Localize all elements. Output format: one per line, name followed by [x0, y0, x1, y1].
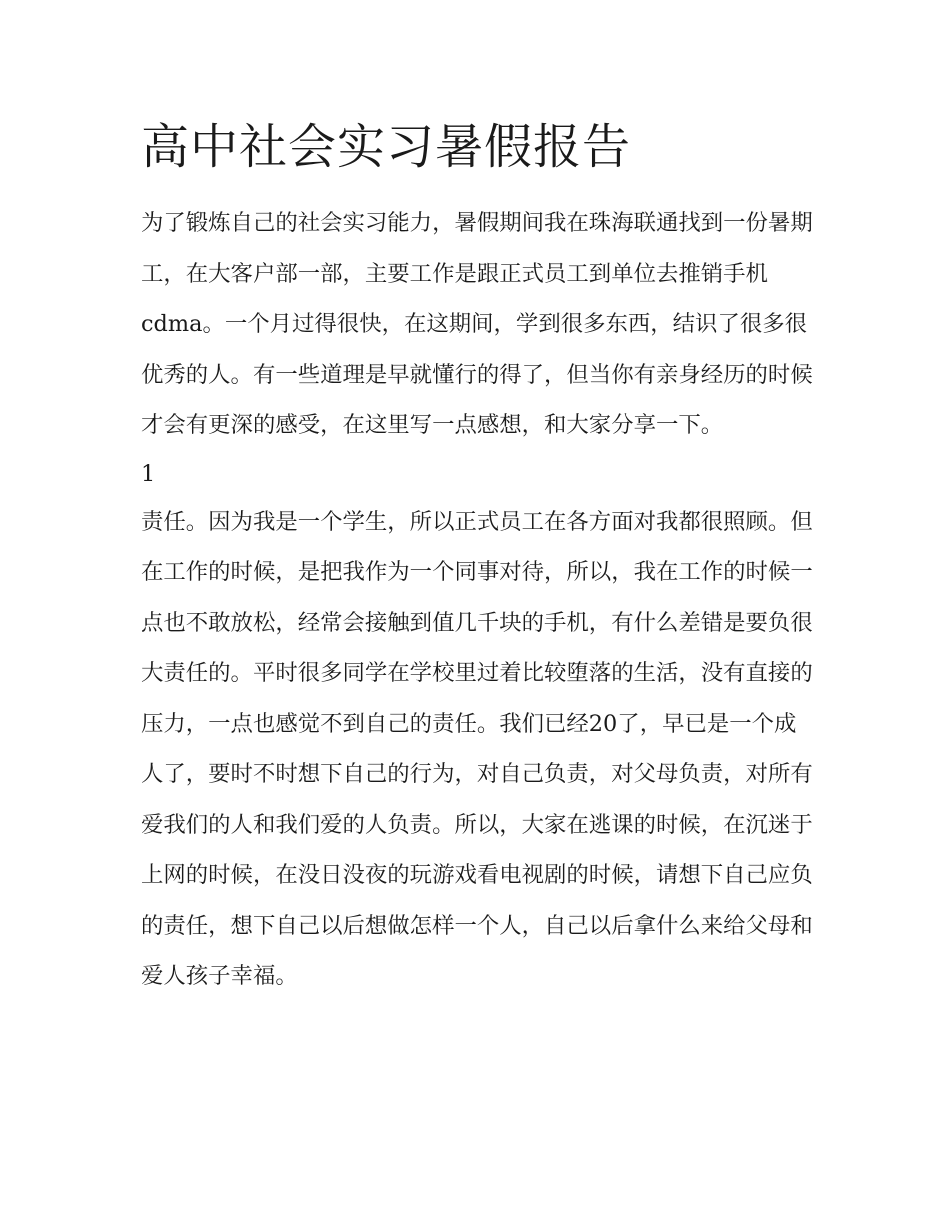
document-page [141, 112, 813, 1002]
intro-paragraph: 为了锻炼自己的社会实习能力，暑假期间我在珠海联通找到一份暑期工，在大客户部一部，主要工作是跟正式员工到单位去推销手机cdma。一个月过得很快，在这期间，学到很多东西，结识了很多很优秀的人。有一些道理是早就懂行的得了，但当你有亲身经历的时候才会有更深的感受，在这里写一点感想，和大家分享一下。 [141, 210, 813, 438]
section-number: 1 [141, 460, 156, 487]
document-title: 高中社会实习暑假报告 [141, 119, 632, 175]
responsibility-paragraph: 责任。因为我是一个学生，所以正式员工在各方面对我都很照顾。但在工作的时候，是把我作为一个同事对待，所以，我在工作的时候一点也不敢放松，经常会接触到值几千块的手机，有什么差错是要负很大责任的。平时很多同学在学校里过着比较堕落的生活，没有直接的压力，一点也感觉不到自己的责任。我们已经20了，早已是一个成人了，要时不时想下自己的行为，对自己负责，对父母负责，对所有爱我们的人和我们爱的人负责。所以，大家在逃课的时候，在沉迷于上网的时候，在没日没夜的玩游戏看电视剧的时候，请想下自己应负的责任，想下自己以后想做怎样一个人，自己以后拿什么来给父母和爱人孩子幸福。 [141, 508, 813, 989]
